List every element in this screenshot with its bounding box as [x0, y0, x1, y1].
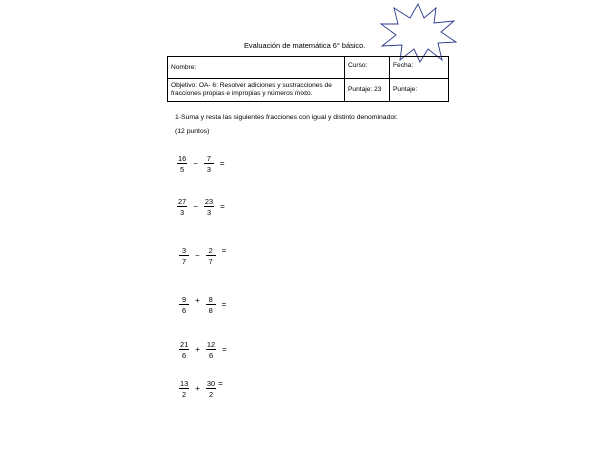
denominator: 2	[208, 390, 214, 400]
fraction-b	[206, 247, 216, 266]
numerator: 16	[178, 154, 187, 163]
numerator: 9	[181, 295, 187, 304]
name-field[interactable]	[168, 57, 345, 79]
numerator: 27	[178, 197, 187, 206]
instruction-text: 1-Suma y resta las siguientes fracciones con igual y distinto denominador.	[175, 114, 398, 121]
name-label: Nombre:	[171, 63, 197, 71]
score-label: Puntaje:	[393, 86, 418, 94]
exercise-2	[177, 198, 225, 217]
operator: −	[195, 251, 200, 261]
numerator: 3	[181, 246, 187, 255]
exercise-3	[179, 247, 226, 266]
equals-sign: =	[218, 379, 223, 389]
page-title: Evaluación de matemática 6° básico.	[244, 41, 366, 50]
fraction-b	[204, 155, 214, 174]
numerator: 8	[208, 295, 213, 304]
date-label: Fecha:	[393, 62, 414, 69]
fraction-b	[206, 341, 216, 360]
numerator: 30	[206, 379, 216, 388]
denominator: 5	[180, 165, 185, 175]
objective-cell	[168, 79, 345, 102]
date-field[interactable]	[390, 57, 449, 79]
starburst-shape	[378, 2, 458, 64]
equals-sign: =	[221, 246, 227, 256]
operator: +	[195, 384, 200, 394]
exercise-5	[179, 341, 227, 360]
fraction-b	[204, 198, 214, 217]
fraction-a	[177, 155, 187, 174]
operator: −	[193, 202, 198, 212]
total-score-label: Puntaje: 23	[348, 86, 382, 94]
denominator: 3	[206, 165, 211, 175]
denominator: 6	[182, 351, 187, 361]
objective-text: Objetivo: OA- 6: Resolver adiciones y sustracciones de fracciones propias e impropias y números mixto.	[171, 82, 332, 97]
exercise-1	[177, 155, 225, 174]
course-field[interactable]	[345, 57, 390, 79]
denominator: 8	[208, 306, 213, 316]
fraction-a	[179, 296, 189, 315]
numerator: 21	[180, 340, 189, 349]
fraction-a	[177, 198, 187, 217]
numerator: 7	[206, 154, 211, 163]
operator: +	[195, 296, 200, 306]
equals-sign: =	[220, 202, 225, 212]
equals-sign: =	[221, 300, 227, 310]
denominator: 7	[208, 257, 213, 267]
denominator: 6	[208, 351, 214, 361]
equals-sign: =	[222, 345, 227, 355]
fraction-a	[179, 380, 189, 399]
operator: +	[195, 345, 200, 355]
denominator: 7	[181, 257, 187, 267]
operator: −	[193, 159, 198, 169]
score-field[interactable]	[390, 79, 449, 102]
denominator: 3	[206, 208, 212, 218]
student-info-table	[167, 56, 449, 102]
total-score-cell	[345, 79, 390, 102]
exercise-4	[179, 296, 226, 315]
denominator: 2	[182, 390, 187, 400]
denominator: 6	[181, 306, 187, 316]
numerator: 23	[204, 197, 214, 206]
course-label: Curso:	[348, 62, 368, 69]
exercise-6	[179, 380, 223, 399]
points-text: (12 puntos)	[175, 128, 210, 135]
numerator: 2	[208, 246, 213, 255]
fraction-b	[206, 296, 216, 315]
denominator: 3	[180, 208, 185, 218]
fraction-a	[179, 341, 189, 360]
numerator: 12	[206, 340, 216, 349]
equals-sign: =	[219, 159, 225, 169]
fraction-a	[179, 247, 189, 266]
numerator: 13	[180, 379, 189, 388]
fraction-b	[206, 380, 216, 399]
